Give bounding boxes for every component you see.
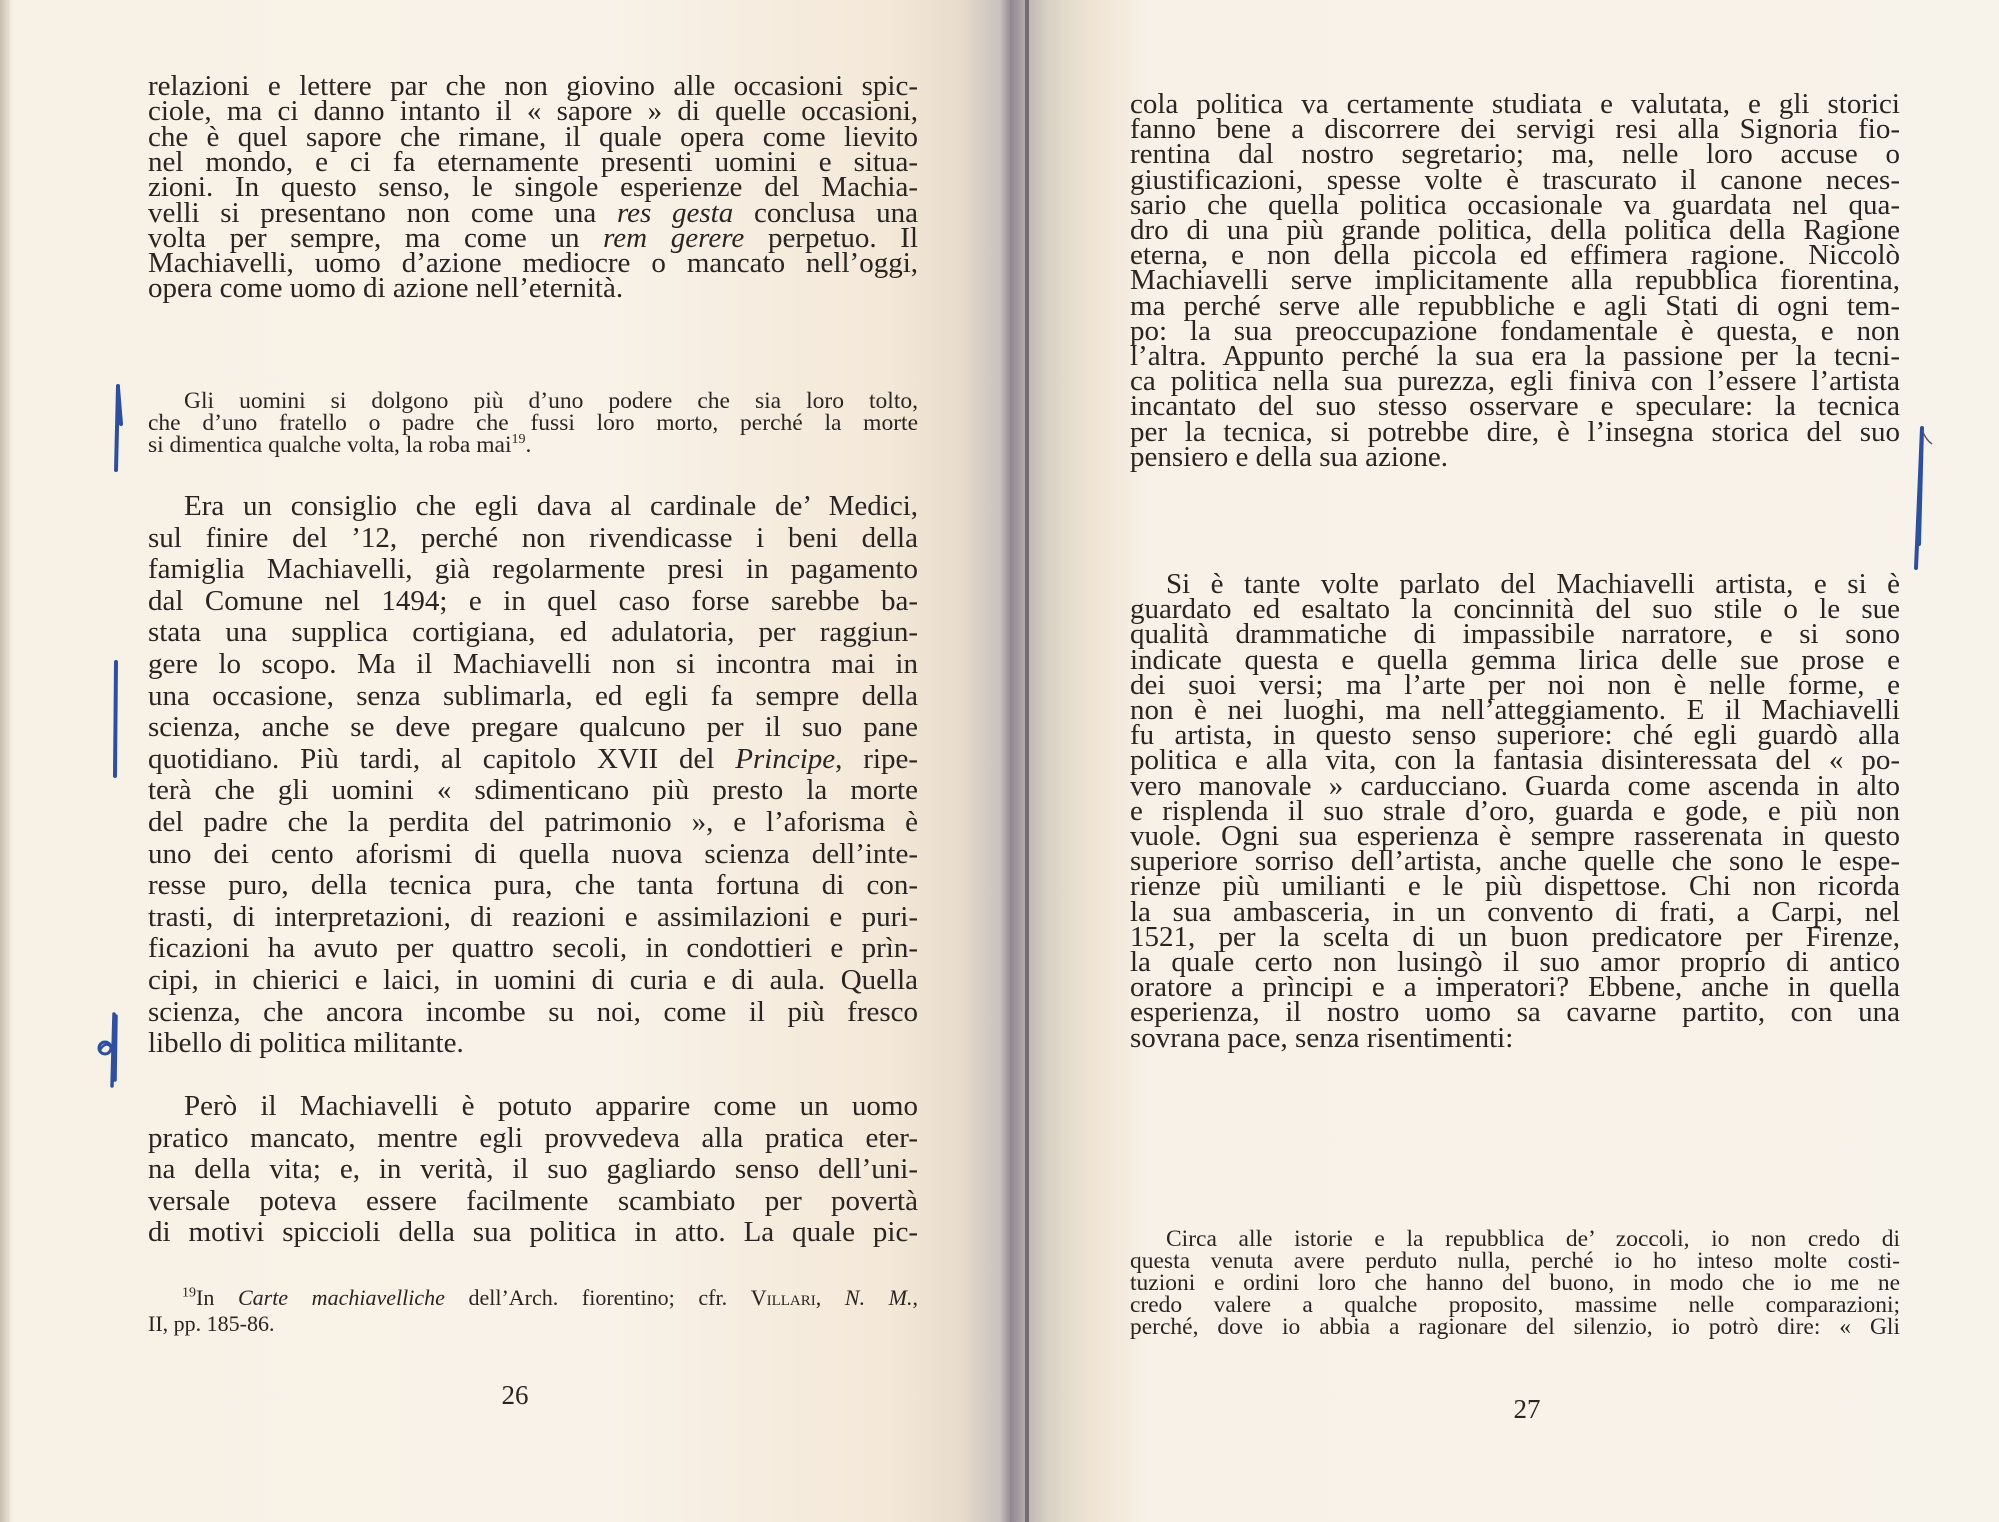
footnote-text: ,: [912, 1285, 919, 1310]
text-line: dro di una più grande politica, della politica della Ragione: [1130, 214, 1900, 246]
text-line: giustificazioni, spesse volte è trascurato il canone neces-: [1130, 163, 1900, 196]
text-line: guardato ed esaltato la concinnità del suo stile o le sue: [1130, 593, 1900, 626]
pen-mark-right: [1910, 424, 1940, 574]
footnote-text: In: [196, 1285, 238, 1310]
text-line: e risplenda il suo strale d’oro, guarda e gode, e più non: [1130, 794, 1900, 827]
text-line: ca politica nella sua purezza, egli finiva con l’essere l’artista: [1130, 365, 1900, 398]
text-line: opera come uomo di azione nell’eternità.: [148, 272, 624, 305]
text-line: incantato del suo stesso osservare e speculare: la tecnica: [1130, 390, 1900, 423]
text-line: uno dei cento aforismi di quella nuova scienza dell’inte-: [148, 837, 918, 870]
text-line: di motivi spiccioli della sua politica in atto. La quale pic-: [148, 1216, 918, 1249]
text-line: gere lo scopo. Ma il Machiavelli non si incontra mai in: [148, 648, 918, 680]
pen-mark-paragraph: [110, 660, 124, 780]
text-line: sovrana pace, senza risentimenti:: [1130, 1021, 1514, 1054]
text-line: versale poteva essere facilmente scambiato per povertà: [148, 1184, 918, 1217]
italic-term: res gesta: [616, 196, 734, 229]
footnote-text: ,: [815, 1285, 845, 1310]
text-line: 1521, per la scelta di un buon predicatore per Firenze,: [1130, 920, 1900, 953]
text-segment: , ripe-: [835, 742, 918, 775]
text-line: terà che gli uomini « sdimenticano più presto la morte: [148, 774, 918, 807]
quote-line: perché, dove io abbia a ragionare del silenzio, io potrò dire: « Gli: [1130, 1314, 1900, 1340]
text-line: resse puro, della tecnica pura, che tanta fortuna di con-: [148, 869, 918, 902]
text-line: rienze più umilianti e le più dispettose. Chi non ricorda: [1130, 870, 1900, 903]
text-line: scienza, che ancora incombe su noi, come il più fresco: [148, 995, 918, 1028]
text-line: na della vita; e, in verità, il suo gagliardo senso dell’uni-: [148, 1153, 918, 1186]
text-line: dal Comune nel 1494; e in quel caso forse sarebbe ba-: [148, 584, 918, 617]
text-line: l’altra. Appunto perché la sua era la passione per la tecni-: [1130, 340, 1900, 372]
text-line: famiglia Machiavelli, già regolarmente presi in pagamento: [148, 553, 918, 586]
text-line: stata una supplica cortigiana, ed adulatoria, per raggiun-: [148, 616, 918, 649]
text-line: zioni. In questo senso, le singole esperienze del Machia-: [148, 171, 918, 204]
footnote: [182, 1285, 918, 1311]
page-number: 27: [1513, 1394, 1541, 1424]
text-line: la quale certo non lusingò il suo amor proprio di antico: [1130, 946, 1900, 978]
text-line: rentina dal nostro segretario; ma, nelle loro accuse o: [1130, 138, 1900, 171]
text-line: Si è tante volte parlato del Machiavelli artista, e si è: [1166, 568, 1900, 600]
text-line: nel mondo, e ci fa eternamente presenti uomini e situa-: [148, 145, 918, 178]
quote-end: .: [525, 432, 532, 458]
text-line: vuole. Ogni sua esperienza è sempre rasserenata in questo: [1130, 820, 1900, 852]
text-line: [148, 743, 918, 775]
text-segment: velli si presentano non come una: [148, 196, 617, 229]
text-line: superiore sorriso dell’artista, anche quelle che sono le espe-: [1130, 845, 1900, 878]
text-line: Machiavelli, uomo d’azione mediocre o mancato nell’oggi,: [148, 247, 918, 280]
text-line: esperienza, il nostro uomo sa cavarne partito, con una: [1130, 996, 1900, 1029]
italic-term: rem gerere: [603, 221, 745, 254]
text-line: oratore a prìncipi e a imperatori? Ebbene, anche in quella: [1130, 971, 1900, 1004]
text-line: fanno bene a discorrere dei servigi resi alla Signoria fio-: [1130, 113, 1900, 146]
text-line: qualità drammatiche di impassibile narratore, e si sono: [1130, 618, 1900, 651]
text-line: pratico mancato, mentre egli provvedeva alla pratica eter-: [148, 1121, 918, 1154]
text-line: fu artista, in questo senso superiore: ché egli guardò alla: [1130, 719, 1900, 752]
text-line: vero manovale » carducciano. Guarda come ascenda in alto: [1130, 769, 1900, 802]
quote-line: tuzioni e ordini loro che hanno del buono, in modo che io me ne: [1130, 1270, 1900, 1296]
text-line: Però il Machiavelli è potuto apparire come un uomo: [184, 1090, 918, 1122]
text-line: una occasione, senza sublimarla, ed egli fa sempre della: [148, 679, 918, 712]
italic-term: Principe: [735, 742, 836, 775]
quote-text: si dimentica qualche volta, la roba mai: [148, 432, 512, 458]
footnote-line: II, pp. 185-86.: [148, 1311, 275, 1336]
text-segment: conclusa una: [733, 196, 918, 229]
page-edge: [0, 0, 10, 1522]
text-line: cola politica va certamente studiata e valutata, e gli storici: [1130, 88, 1900, 120]
text-line: trasti, di interpretazioni, di reazioni e assimilazioni e puri-: [148, 900, 918, 933]
text-line: politica e alla vita, con la fantasia disinteressata del « po-: [1130, 744, 1900, 777]
text-line: la sua ambasceria, in un convento di frati, a Carpi, nel: [1130, 895, 1900, 928]
text-line: indicate questa e quella gemma lirica delle sue prose e: [1130, 643, 1900, 676]
text-segment: perpetuo. Il: [744, 221, 918, 254]
text-line: cipi, in chierici e laici, in uomini di curia e di aula. Quella: [148, 964, 918, 996]
footnote-work: N. M.: [844, 1285, 913, 1310]
text-line: sul finire del ’12, perché non rivendicasse i beni della: [148, 521, 918, 554]
text-line: dei suoi versi; ma l’arte per noi non è nelle forme, e: [1130, 668, 1900, 701]
text-line: ficazioni ha avuto per quattro secoli, in condottieri e prìn-: [148, 932, 918, 965]
footnote-title: Carte machiavelliche: [237, 1285, 445, 1310]
text-line: scienza, anche se deve pregare qualcuno per il suo pane: [148, 711, 918, 744]
page-number: 26: [501, 1380, 529, 1410]
text-line: Era un consiglio che egli dava al cardinale de’ Medici,: [184, 490, 918, 522]
text-line: libello di politica militante.: [148, 1027, 464, 1060]
text-line: [148, 432, 918, 458]
footnote-author: Villari: [750, 1285, 816, 1310]
footnote-text: dell’Arch. fiorentino; cfr.: [444, 1285, 751, 1310]
text-line: del padre che la perdita del patrimonio », e l’aforisma è: [148, 806, 918, 838]
text-line: ma perché serve alle repubbliche e agli Stati di ogni tem-: [1130, 289, 1900, 322]
text-line: che d’uno fratello o padre che fussi loro morto, perché la morte: [148, 410, 918, 436]
text-line: Machiavelli serve implicitamente alla repubblica fiorentina,: [1130, 264, 1900, 297]
pen-mark-quote: [108, 384, 128, 474]
text-line: ciole, ma ci danno intanto il « sapore » di quelle occasioni,: [148, 95, 918, 128]
text-line: non è nei luoghi, ma nell’atteggiamento. E il Machiavelli: [1130, 694, 1900, 726]
quote-line: questa venuta avere perduto nulla, perché io ho inteso molte costi-: [1130, 1248, 1900, 1274]
text-line: eterna, e non della piccola ed effimera ragione. Niccolò: [1130, 239, 1900, 272]
footnote-ref: 19: [511, 432, 526, 448]
text-segment: volta per sempre, ma come un: [148, 221, 604, 254]
quote-line: Circa alle istorie e la repubblica de’ zoccoli, io non credo di: [1166, 1226, 1900, 1252]
quote-line: credo valere a qualche proposito, massime nelle comparazioni;: [1130, 1292, 1900, 1318]
pen-mark-scribble: [96, 1010, 126, 1090]
text-line: sario che quella politica occasionale va guardata nel qua-: [1130, 188, 1900, 221]
text-line: relazioni e lettere par che non giovino alle occasioni spic-: [148, 70, 918, 102]
text-line: pensiero e della sua azione.: [1130, 440, 1449, 473]
book-gutter: [1025, 0, 1029, 1522]
text-line: che è quel sapore che rimane, il quale opera come lievito: [148, 120, 918, 153]
footnote-number: 19: [182, 1285, 196, 1301]
text-line: Gli uomini si dolgono più d’uno podere che sia loro tolto,: [184, 388, 918, 414]
text-line: per la tecnica, si potrebbe dire, è l’insegna storica del suo: [1130, 415, 1900, 448]
text-line: po: la sua preoccupazione fondamentale è questa, e non: [1130, 314, 1900, 347]
text-segment: quotidiano. Più tardi, al capitolo XVII del: [148, 742, 736, 775]
right-page: [1010, 0, 1999, 1522]
